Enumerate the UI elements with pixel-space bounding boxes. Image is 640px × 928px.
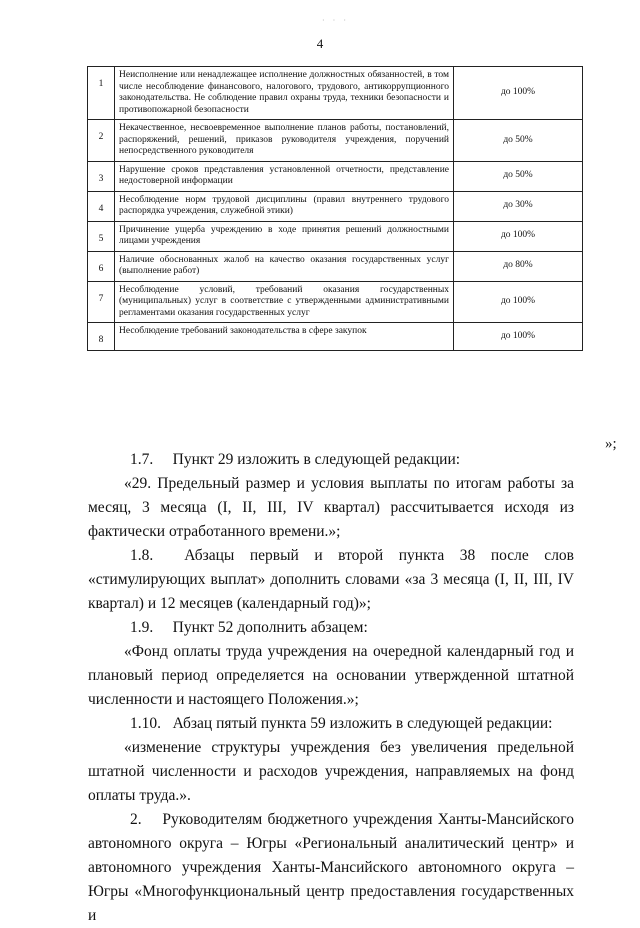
table-row (88, 323, 583, 351)
row-number-cell: 6 (88, 251, 115, 281)
violation-description-cell: Нарушение сроков представления установленной отчетности, представление недостоверной информации (115, 161, 454, 191)
row-number-cell: 1 (88, 67, 115, 120)
paragraph: 1.9. Пункт 52 дополнить абзацем: (130, 619, 368, 636)
reduction-value-cell: до 100% (454, 323, 583, 351)
paragraph: «29. Предельный размер и условия выплаты по итогам работы за месяц, 3 месяца (I, II, III, IV квартал) рассчитывается исходя из фактически отработанного времени.»; (88, 475, 574, 540)
reduction-value-cell: до 50% (454, 120, 583, 162)
row-number-cell: 3 (88, 161, 115, 191)
reduction-value-cell: до 100% (454, 67, 583, 120)
paragraph: 1.10. Абзац пятый пункта 59 изложить в следующей редакции: (130, 715, 553, 732)
paragraph: 1.8. Абзацы первый и второй пункта 38 после слов «стимулирующих выплат» дополнить словами «за 3 месяца (I, II, III, IV квартал) и 12 месяцев (календарный год)»; (88, 547, 574, 612)
reduction-value-cell: до 50% (454, 161, 583, 191)
violation-description-cell: Причинение ущерба учреждению в ходе принятия решений должностными лицами учреждения (115, 221, 454, 251)
reduction-value-cell: до 80% (454, 251, 583, 281)
table-row (88, 221, 583, 251)
table-row (88, 67, 583, 120)
violation-description-cell: Несоблюдение норм трудовой дисциплины (правил внутреннего трудового распорядка учреждения, служебной этики) (115, 191, 454, 221)
violation-description-cell: Наличие обоснованных жалоб на качество оказания государственных услуг (выполнение работ) (115, 251, 454, 281)
paragraph: «изменение структуры учреждения без увеличения предельной штатной численности и расходов учреждения, направляемых на фонд оплаты труда.». (88, 739, 574, 804)
paragraph: 2. Руководителям бюджетного учреждения Ханты-Мансийского автономного округа – Югры «Региональный аналитический центр» и автономного учреждения Ханты-Мансийского автономного округа – Югры «Многофункциональный центр предоставления государственных и (88, 811, 574, 924)
document-body (88, 448, 574, 928)
reduction-value-cell: до 100% (454, 221, 583, 251)
paragraph: 1.7. Пункт 29 изложить в следующей редакции: (130, 451, 461, 468)
reduction-value-cell: до 100% (454, 281, 583, 323)
violation-description-cell: Несоблюдение требований законодательства в сфере закупок (115, 323, 454, 351)
violation-description-cell: Неисполнение или ненадлежащее исполнение должностных обязанностей, в том числе несоблюдение финансового, налогового, трудового, антикоррупционного законодательства. Не соблюдение правил охраны труда, техники безопасности и противопожарной безопасности (115, 67, 454, 120)
table-row (88, 251, 583, 281)
row-number-cell: 2 (88, 120, 115, 162)
table-row (88, 120, 583, 162)
row-number-cell: 5 (88, 221, 115, 251)
table-closing-quote: »; (605, 436, 617, 452)
reduction-value-cell: до 30% (454, 191, 583, 221)
table-row (88, 191, 583, 221)
table-row (88, 161, 583, 191)
table-row (88, 281, 583, 323)
row-number-cell: 7 (88, 281, 115, 323)
row-number-cell: 4 (88, 191, 115, 221)
violations-table (87, 66, 583, 351)
page-number: 4 (316, 36, 324, 51)
row-number-cell: 8 (88, 323, 115, 351)
top-mark: · · · (322, 16, 349, 25)
violation-description-cell: Несоблюдение условий, требований оказания государственных (муниципальных) услуг в соответствие с утвержденными административными регламентами оказания государственных услуг (115, 281, 454, 323)
violation-description-cell: Некачественное, несвоевременное выполнение планов работы, постановлений, распоряжений, решений, приказов руководителя учреждения, поручений непосредственного руководителя (115, 120, 454, 162)
paragraph: «Фонд оплаты труда учреждения на очередной календарный год и плановый период определяется на основании утвержденной штатной численности и настоящего Положения.»; (88, 643, 574, 708)
